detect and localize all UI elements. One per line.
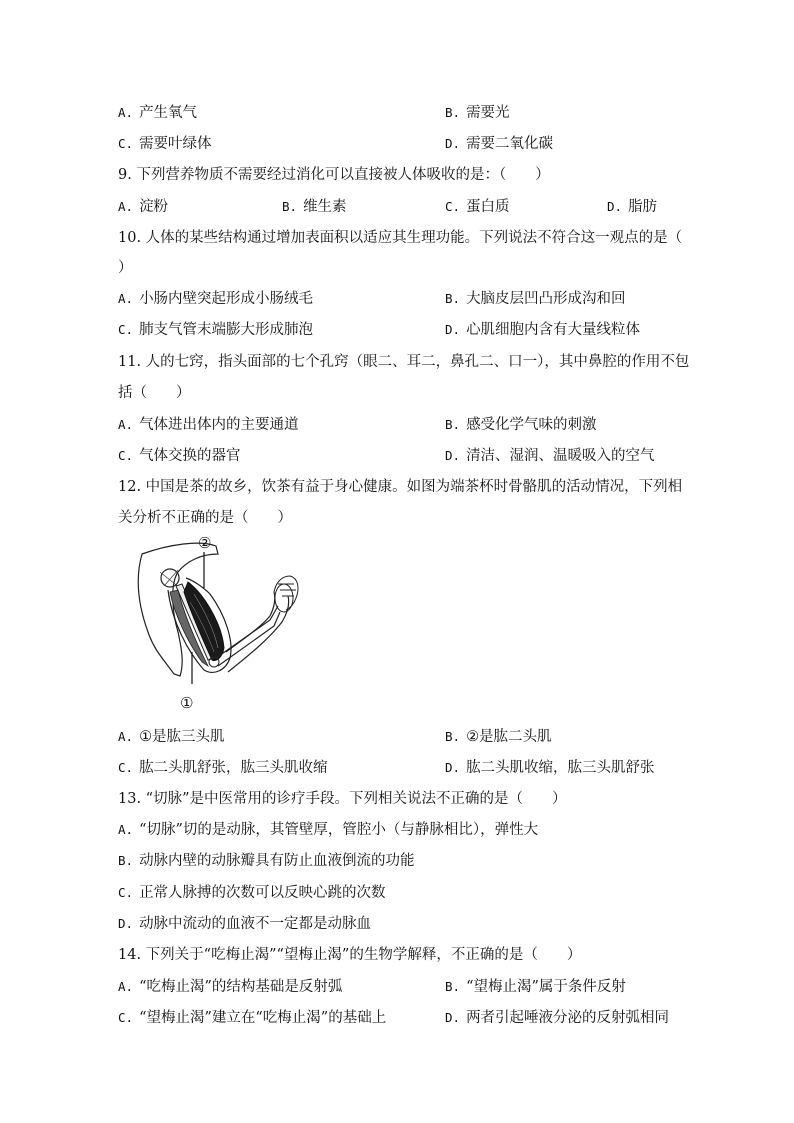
q11-option-a: A. 气体进出体内的主要通道 [118, 417, 299, 433]
q9-option-a: A. 淀粉 [118, 199, 169, 215]
q12-stem-line1: 12. 中国是茶的故乡，饮茶有益于身心健康。如图为端茶杯时骨骼肌的活动情况，下列相 [118, 479, 683, 495]
hand [274, 576, 298, 610]
q13-option-b: B. 动脉内壁的动脉瓣具有防止血液倒流的功能 [118, 853, 415, 869]
q8-option-d: D. 需要二氧化碳 [445, 136, 554, 152]
forearm-outline [226, 592, 289, 672]
q8-option-c: C. 需要叶绿体 [118, 136, 212, 152]
q9-option-b: B. 维生素 [282, 199, 347, 215]
q13-option-c: C. 正常人脉搏的次数可以反映心跳的次数 [118, 885, 386, 901]
q12-option-b: B. ②是肱二头肌 [445, 729, 552, 745]
q8-option-b: B. 需要光 [445, 105, 510, 121]
q13-stem: 13. “切脉”是中医常用的诊疗手段。下列相关说法不正确的是（ ） [118, 791, 567, 807]
q12-option-c: C. 肱二头肌舒张，肱三头肌收缩 [118, 760, 328, 776]
arm-muscle-diagram [130, 532, 310, 717]
q11-stem-line2: 括（ ） [118, 385, 191, 401]
q11-option-d: D. 清洁、湿润、温暖吸入的空气 [445, 448, 655, 464]
q12-stem-line2: 关分析不正确的是（ ） [118, 510, 292, 526]
q9-stem: 9. 下列营养物质不需要经过消化可以直接被人体吸收的是：（ ） [118, 167, 550, 183]
q10-option-c: C. 肺支气管末端膨大形成肺泡 [118, 322, 314, 338]
q10-option-a: A. 小肠内壁突起形成小肠绒毛 [118, 291, 314, 307]
q11-stem-line1: 11. 人的七窍，指头面部的七个孔窍（眼二、耳二，鼻孔二、口一），其中鼻腔的作用不包 [118, 354, 690, 370]
q12-option-d: D. 肱二头肌收缩，肱三头肌舒张 [445, 760, 655, 776]
q13-option-d: D. 动脉中流动的血液不一定都是动脉血 [118, 916, 372, 932]
label-2: ② [198, 534, 212, 552]
label-1: ① [180, 694, 194, 712]
q8-option-a: A. 产生氧气 [118, 105, 198, 121]
q10-stem-line2: ） [118, 260, 133, 276]
q14-option-d: D. 两者引起唾液分泌的反射弧相同 [445, 1010, 670, 1026]
q14-option-c: C. “望梅止渴”建立在“吃梅止渴”的基础上 [118, 1010, 387, 1026]
q9-option-c: C. 蛋白质 [445, 199, 510, 215]
q9-option-d: D. 脂肪 [607, 199, 658, 215]
q10-stem-line1: 10. 人体的某些结构通过增加表面积以适应其生理功能。下列说法不符合这一观点的是（ [118, 230, 683, 246]
q10-option-b: B. 大脑皮层凹凸形成沟和回 [445, 291, 626, 307]
q14-stem: 14. 下列关于“吃梅止渴”“望梅止渴”的生物学解释，不正确的是（ ） [118, 947, 582, 963]
q13-option-a: A. “切脉”切的是动脉，其管壁厚，管腔小（与静脉相比），弹性大 [118, 822, 539, 838]
q11-option-c: C. 气体交换的器官 [118, 448, 241, 464]
q11-option-b: B. 感受化学气味的刺激 [445, 417, 597, 433]
q14-option-a: A. “吃梅止渴”的结构基础是反射弧 [118, 979, 343, 995]
q14-option-b: B. “望梅止渴”属于条件反射 [445, 979, 626, 995]
q12-option-a: A. ①是肱三头肌 [118, 729, 225, 745]
q10-option-d: D. 心肌细胞内含有大量线粒体 [445, 322, 641, 338]
